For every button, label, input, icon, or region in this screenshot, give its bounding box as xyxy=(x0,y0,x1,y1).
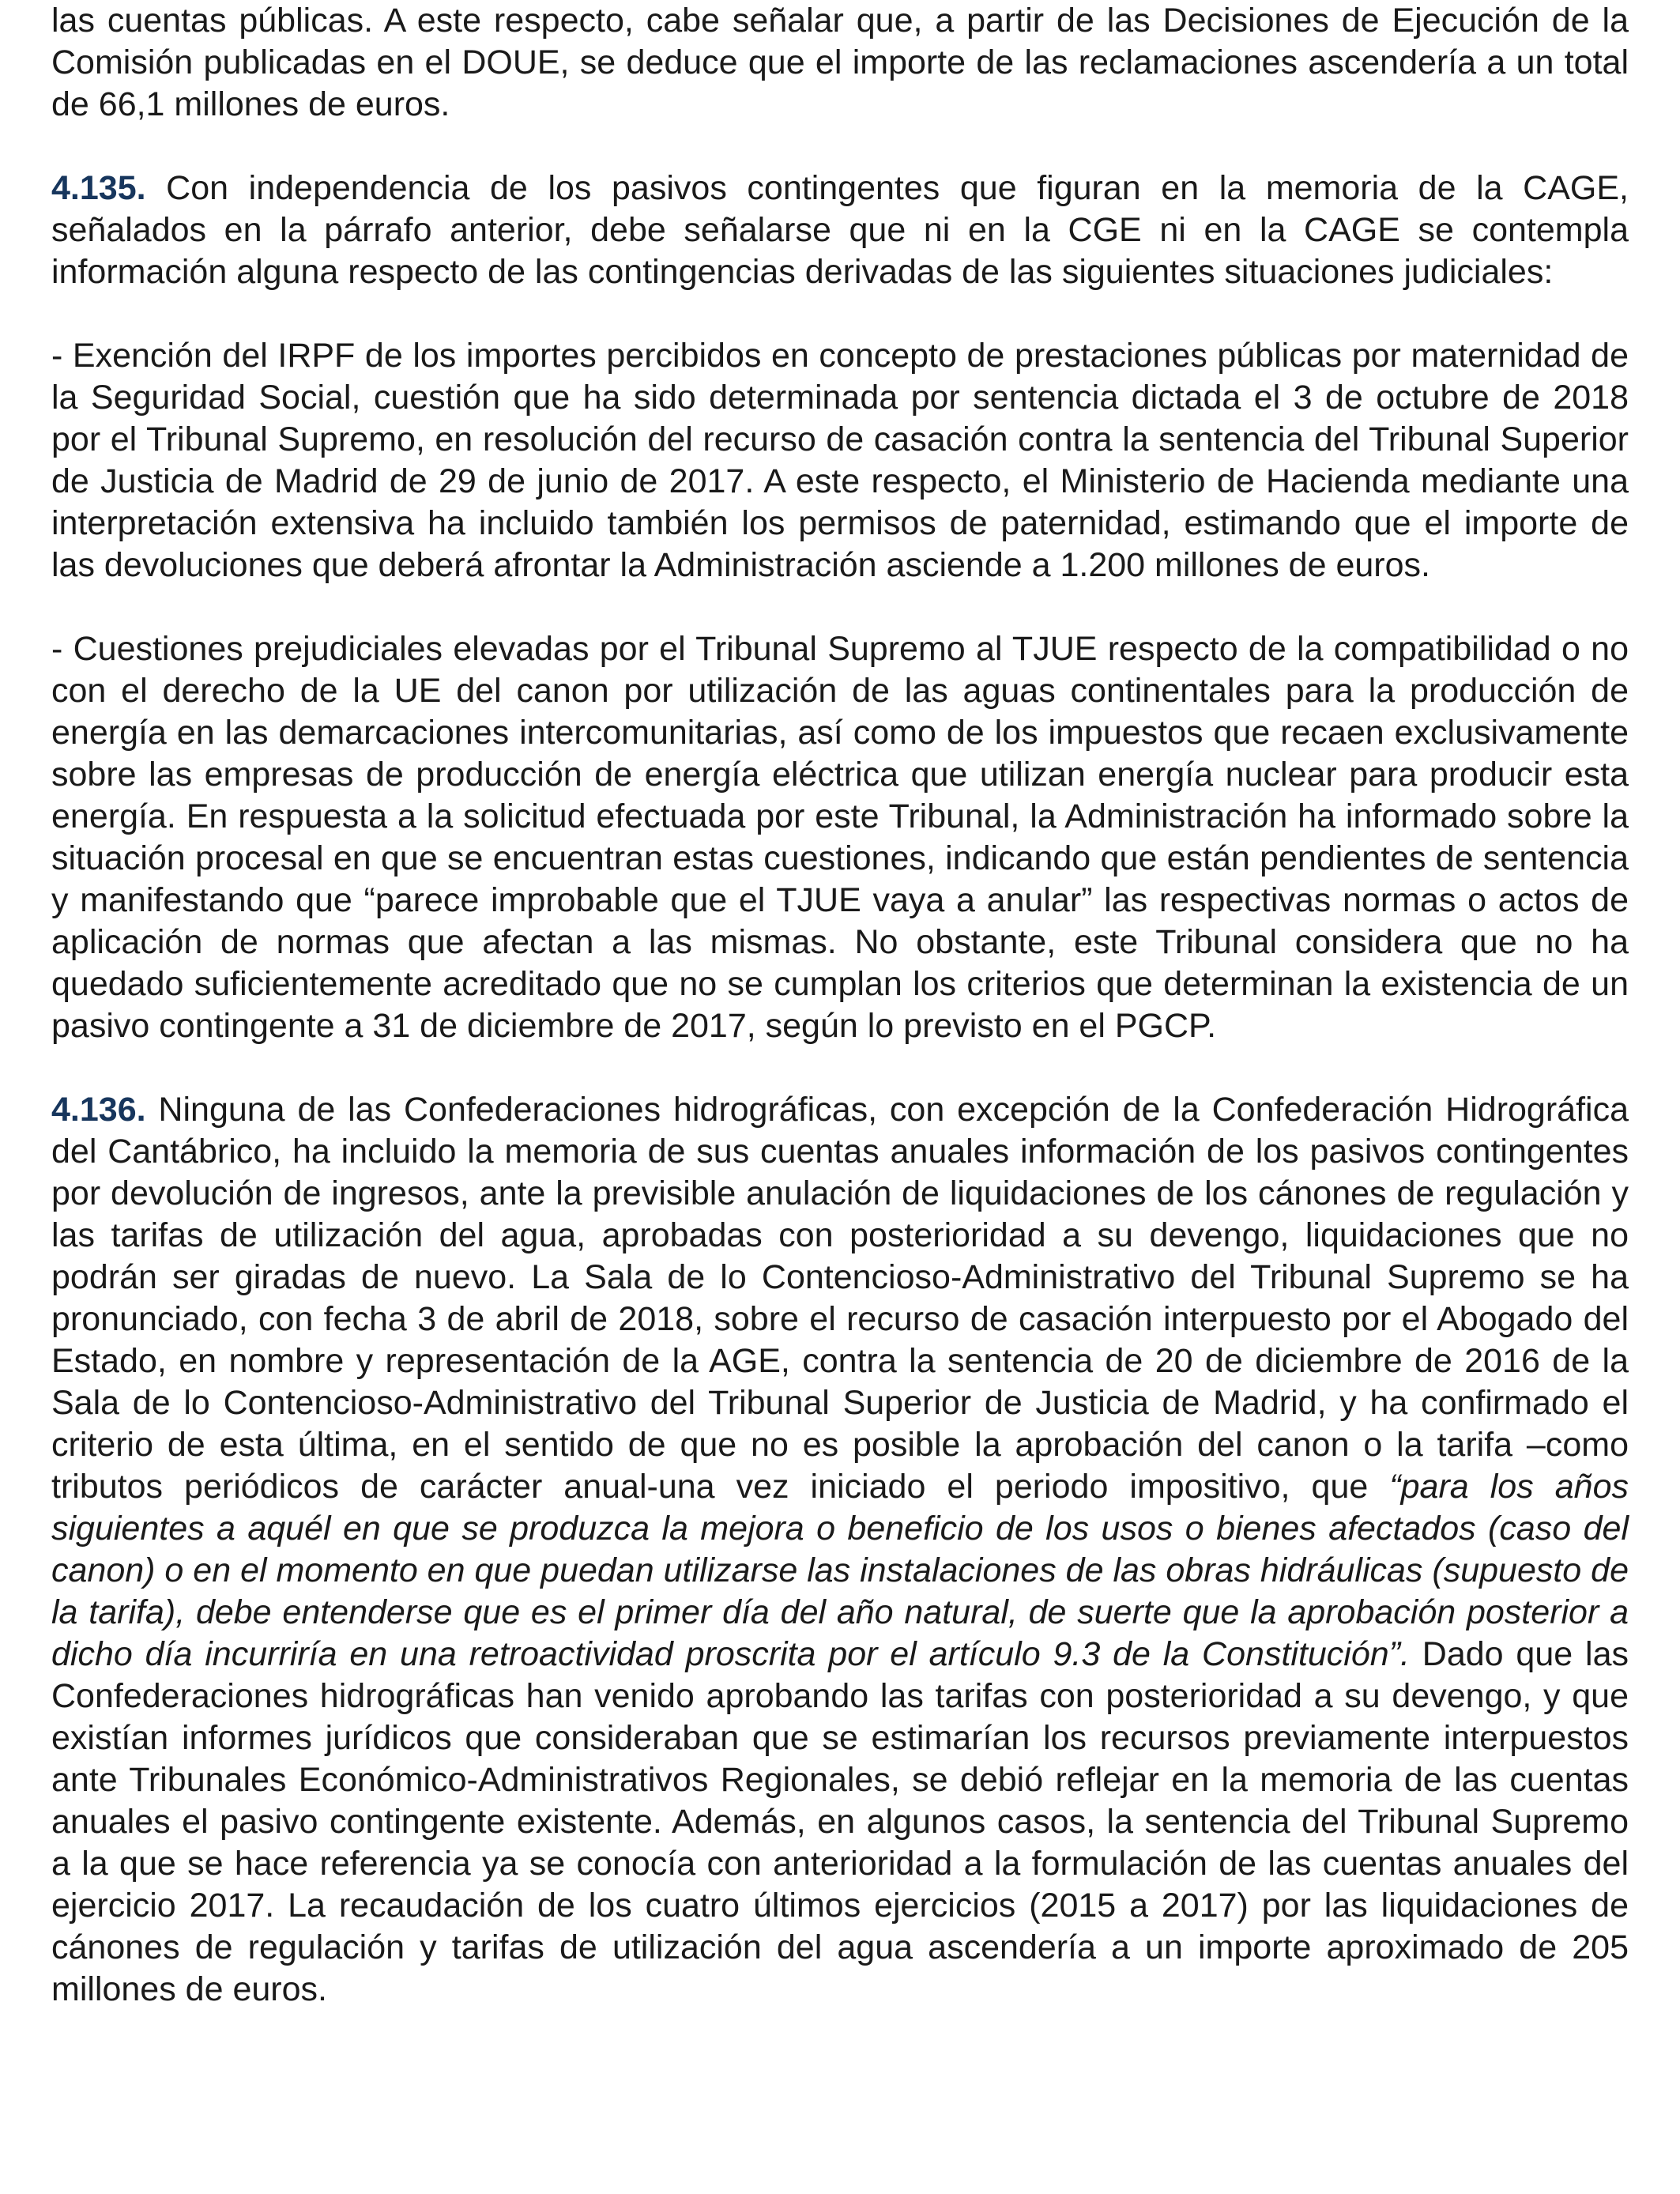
bullet-tjue: - Cuestiones prejudiciales elevadas por el Tribunal Supremo al TJUE respecto de la compatibilidad o no con el derecho de la UE del canon por utilización de las aguas continentales para la producción de energía en las demarcaciones intercomunitarias, así como de los impuestos que recaen exclusivamente sobre las empresas de producción de energía eléctrica que utilizan energía nuclear para producir esta energía. En respuesta a la solicitud efectuada por este Tribunal, la Administración ha informado sobre la situación procesal en que se encuentran estas cuestiones, indicando que están pendientes de sentencia y manifestando que “parece improbable que el TJUE vaya a anular” las respectivas normas o actos de aplicación de normas que afectan a las mismas. No obstante, este Tribunal considera que no ha quedado suficientemente acreditado que no se cumplan los criterios que determinan la existencia de un pasivo contingente a 31 de diciembre de 2017, según lo previsto en el PGCP. xyxy=(51,630,1629,1045)
paragraph-body: Con independencia de los pasivos contingentes que figuran en la memoria de la CAGE, señalados en la párrafo anterior, debe señalarse que ni en la CGE ni en la CAGE se contempla información alguna respecto de las contingencias derivadas de las siguientes situaciones judiciales: xyxy=(51,169,1629,291)
paragraph-continuation: las cuentas públicas. A este respecto, cabe señalar que, a partir de las Decisiones de Ejecución de la Comisión publicadas en el DOUE, se deduce que el importe de las reclamaciones ascendería a un total de 66,1 millones de euros. xyxy=(51,2,1629,123)
paragraph-number: 4.136. xyxy=(51,1091,146,1129)
paragraph-4-135 xyxy=(51,168,1629,293)
paragraph-4-136 xyxy=(51,1089,1629,2011)
paragraph-number: 4.135. xyxy=(51,169,146,207)
bullet-irpf: - Exención del IRPF de los importes percibidos en concepto de prestaciones públicas por maternidad de la Seguridad Social, cuestión que ha sido determinada por sentencia dictada el 3 de octubre de 2018 por el Tribunal Supremo, en resolución del recurso de casación contra la sentencia del Tribunal Superior de Justicia de Madrid de 29 de junio de 2017. A este respecto, el Ministerio de Hacienda mediante una interpretación extensiva ha incluido también los permisos de paternidad, estimando que el importe de las devoluciones que deberá afrontar la Administración asciende a 1.200 millones de euros. xyxy=(51,337,1629,584)
document-page xyxy=(51,0,1629,2011)
italic-quote: “para los años siguientes a aquél en que se produzca la mejora o beneficio de los usos o bienes afectados (caso del canon) o en el momento en que puedan utilizarse las instalaciones de las obras hidráulicas (supuesto de la tarifa), debe entenderse que es el primer día del año natural, de suerte que la aprobación posterior a dicho día incurriría en una retroactividad proscrita por el artículo 9.3 de la Constitución”. xyxy=(51,1468,1629,1673)
paragraph-body: Ninguna de las Confederaciones hidrográficas, con excepción de la Confederación Hidrográfica del Cantábrico, ha incluido la memoria de sus cuentas anuales información de los pasivos contingentes por devolución de ingresos, ante la previsible anulación de liquidaciones de los cánones de regulación y las tarifas de utilización del agua, aprobadas con posterioridad a su devengo, liquidaciones que no podrán ser giradas de nuevo. La Sala de lo Contencioso-Administrativo del Tribunal Supremo se ha pronunciado, con fecha 3 de abril de 2018, sobre el recurso de casación interpuesto por el Abogado del Estado, en nombre y representación de la AGE, contra la sentencia de 20 de diciembre de 2016 de la Sala de lo Contencioso-Administrativo del Tribunal Superior de Justicia de Madrid, y ha confirmado el criterio de esta última, en el sentido de que no es posible la aprobación del canon o la tarifa –como tributos periódicos de carácter anual-una vez iniciado el periodo impositivo, que xyxy=(51,1091,1629,1506)
paragraph-body-continued: Dado que las Confederaciones hidrográficas han venido aprobando las tarifas con posterioridad a su devengo, y que existían informes jurídicos que consideraban que se estimarían los recursos previamente interpuestos ante Tribunales Económico-Administrativos Regionales, se debió reflejar en la memoria de las cuentas anuales el pasivo contingente existente. Además, en algunos casos, la sentencia del Tribunal Supremo a la que se hace referencia ya se conocía con anterioridad a la formulación de las cuentas anuales del ejercicio 2017. La recaudación de los cuatro últimos ejercicios (2015 a 2017) por las liquidaciones de cánones de regulación y tarifas de utilización del agua ascendería a un importe aproximado de 205 millones de euros. xyxy=(51,1635,1629,2008)
